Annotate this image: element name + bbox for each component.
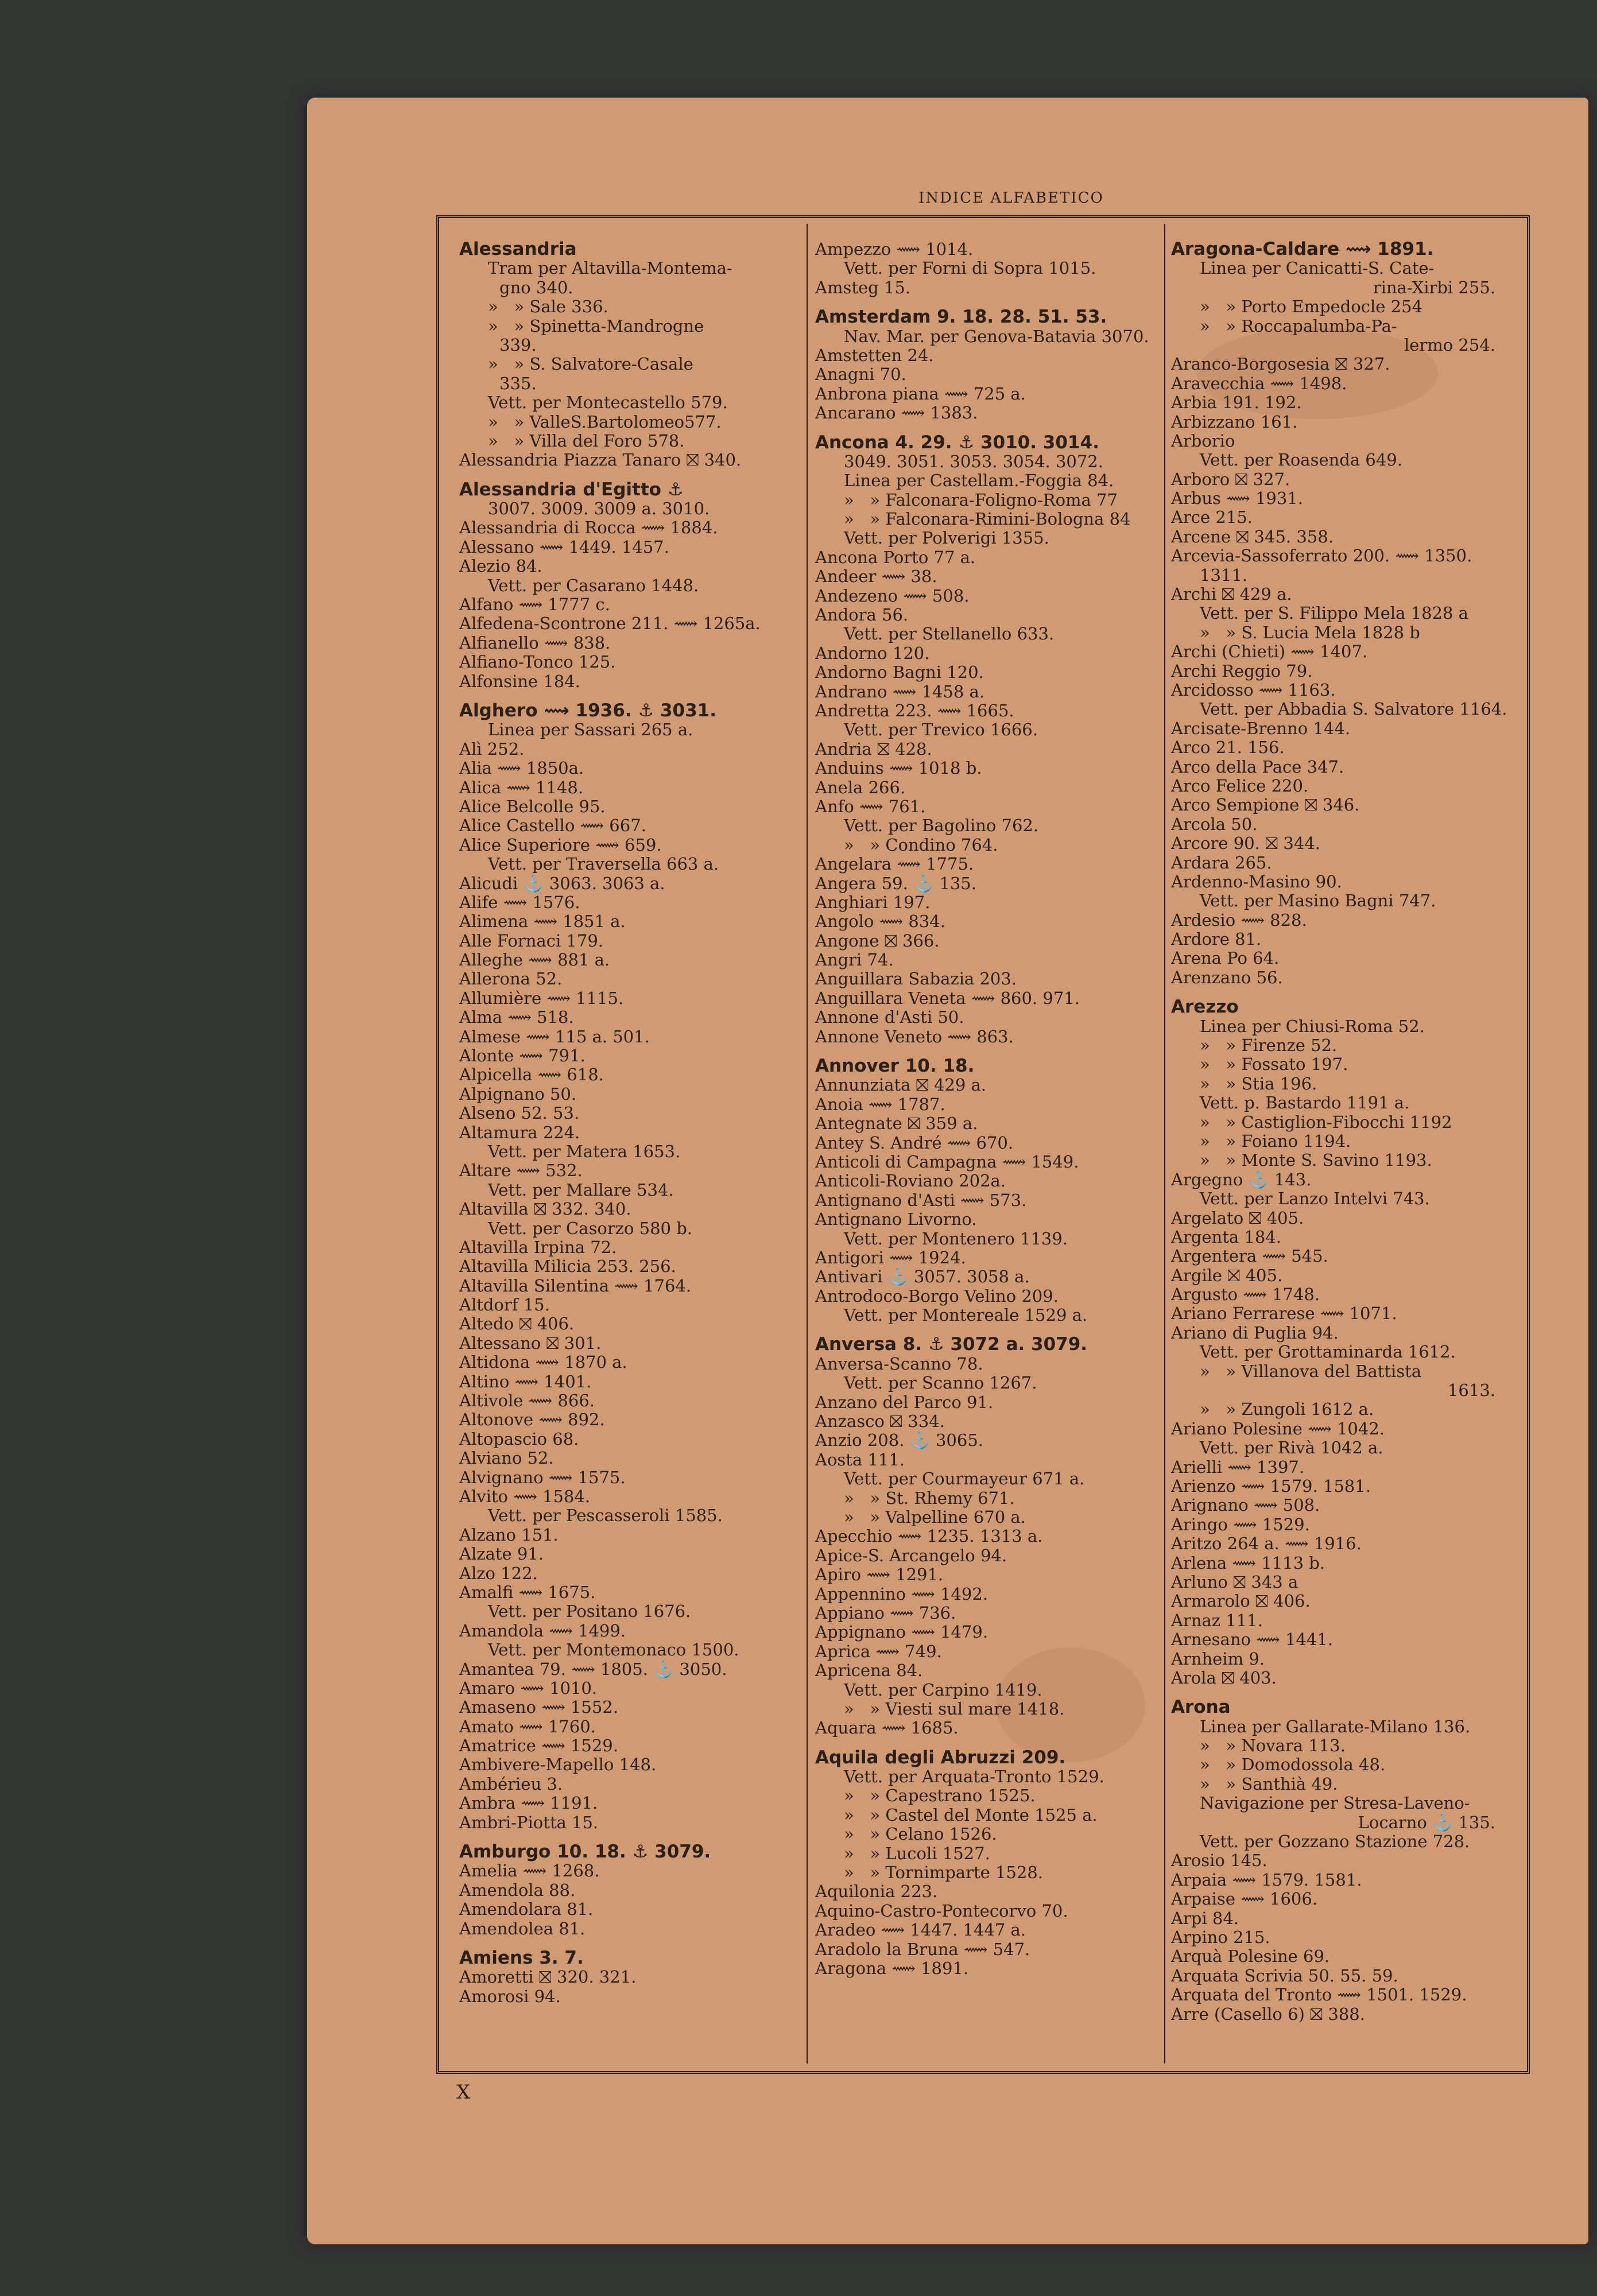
index-entry: » » Condino 764. [844, 835, 998, 855]
index-entry: Vett. per Trevico 1666. [844, 720, 1038, 740]
index-entry: Vett. per Positano 1676. [488, 1602, 691, 1622]
index-entry: » » Roccapalumba-Pa- [1200, 316, 1397, 336]
index-entry: Andora 56. [815, 606, 909, 625]
index-entry: Alicudi ⚓ 3063. 3063 a. [459, 874, 665, 893]
index-heading: Aragona-Caldare ⟿ 1891. [1171, 240, 1434, 259]
entry-gap [459, 1832, 801, 1843]
index-entry: Angri 74. [815, 951, 894, 970]
index-entry: Arborio [1171, 431, 1235, 451]
index-entry: Ariano Polesine ⟿ 1042. [1171, 1419, 1385, 1438]
index-heading: Alghero ⟿ 1936. ⚓ 3031. [459, 701, 717, 721]
entry-gap [815, 423, 1160, 433]
index-entry: Altdorf 15. [459, 1296, 550, 1315]
index-entry: Andeer ⟿ 38. [815, 567, 937, 587]
index-entry: Andria ⛝ 428. [815, 739, 932, 759]
index-entry: » » Valpelline 670 a. [844, 1508, 1026, 1527]
index-entry: Altessano ⛝ 301. [459, 1333, 602, 1353]
index-entry: Alice Belcolle 95. [459, 797, 606, 816]
index-entry: Ampezzo ⟿ 1014. [815, 240, 974, 259]
index-entry: Alezio 84. [459, 557, 542, 576]
index-entry: Alleghe ⟿ 881 a. [459, 951, 610, 970]
index-entry: Arienzo ⟿ 1579. 1581. [1171, 1477, 1371, 1496]
index-entry: Aquino-Castro-Pontecorvo 70. [815, 1901, 1068, 1921]
index-entry: Arpi 84. [1171, 1909, 1239, 1928]
index-entry: Vett. per Abbadia S. Salvatore 1164. [1200, 700, 1507, 719]
index-entry: Arquata Scrivia 50. 55. 59. [1171, 1966, 1398, 1985]
index-entry: Alzo 122. [459, 1564, 538, 1583]
index-entry: » » Castiglion-Fibocchi 1192 [1200, 1112, 1452, 1132]
index-entry: Apiro ⟿ 1291. [815, 1565, 944, 1585]
index-heading: Amburgo 10. 18. ⚓ 3079. [459, 1843, 711, 1862]
index-entry: Vett. per Grottaminarda 1612. [1200, 1343, 1456, 1362]
index-entry: Arboro ⛝ 327. [1171, 470, 1290, 489]
index-entry: rina-Xirbi 255. [1373, 278, 1495, 297]
index-entry: Anticoli di Campagna ⟿ 1549. [815, 1152, 1079, 1172]
index-entry: Almese ⟿ 115 a. 501. [459, 1027, 650, 1046]
index-entry: Ancarano ⟿ 1383. [815, 404, 978, 423]
index-entry: Linea per Chiusi-Roma 52. [1200, 1017, 1425, 1036]
index-entry: Alfonsine 184. [459, 672, 580, 691]
index-entry: Alfano ⟿ 1777 c. [459, 595, 610, 615]
index-entry: Aprica ⟿ 749. [815, 1642, 942, 1661]
index-entry: » » Villa del Foro 578. [488, 431, 685, 451]
index-entry: Vett. per Carpino 1419. [844, 1680, 1042, 1700]
index-entry: Alseno 52. 53. [459, 1104, 580, 1123]
index-entry: Aradolo la Bruna ⟿ 547. [815, 1940, 1030, 1959]
index-entry: Arco Felice 220. [1171, 776, 1309, 796]
index-entry: Amendola 88. [459, 1880, 576, 1900]
index-entry: lermo 254. [1404, 335, 1495, 355]
index-entry: 3007. 3009. 3009 a. 3010. [488, 499, 710, 519]
index-entry: Arluno ⛝ 343 a [1171, 1572, 1298, 1592]
index-entry: » » Falconara-Rimini-Bologna 84 [844, 510, 1131, 529]
index-entry: Alfianello ⟿ 838. [459, 633, 611, 653]
index-entry: Amelia ⟿ 1268. [459, 1861, 600, 1881]
index-entry: Ambra ⟿ 1191. [459, 1794, 598, 1813]
index-entry: Anguillara Sabazia 203. [815, 969, 1017, 989]
index-entry: » » Zungoli 1612 a. [1200, 1400, 1374, 1420]
index-entry: Aravecchia ⟿ 1498. [1171, 374, 1347, 393]
index-entry: Linea per Castellam.-Foggia 84. [844, 471, 1114, 491]
index-entry: Andretta 223. ⟿ 1665. [815, 701, 1014, 720]
index-heading: Alessandria d'Egitto ⚓ [459, 480, 684, 500]
index-entry: Vett. per Matera 1653. [488, 1142, 681, 1161]
index-entry: Linea per Canicatti-S. Cate- [1200, 259, 1435, 278]
index-entry: » » Capestrano 1525. [844, 1786, 1036, 1806]
index-entry: Arpino 215. [1171, 1927, 1270, 1947]
index-entry: Altamura 224. [459, 1123, 580, 1142]
index-entry: » » Monte S. Savino 1193. [1200, 1151, 1432, 1170]
index-entry: Ambivere-Mapello 148. [459, 1755, 657, 1775]
index-entry: Amsteg 15. [815, 278, 911, 297]
index-entry: Alia ⟿ 1850a. [459, 759, 584, 778]
index-entry: » » Tornimparte 1528. [844, 1863, 1043, 1883]
index-entry: Antivari ⚓ 3057. 3058 a. [815, 1267, 1030, 1287]
index-entry: Anbrona piana ⟿ 725 a. [815, 384, 1026, 404]
index-entry: Nav. Mar. per Genova-Batavia 3070. [844, 327, 1149, 346]
index-entry: 339. [499, 335, 537, 355]
entry-gap [1171, 1688, 1513, 1698]
index-entry: Aranco-Borgosesia ⛝ 327. [1171, 355, 1390, 374]
index-entry: 3049. 3051. 3053. 3054. 3072. [844, 452, 1103, 471]
index-entry: Arquata del Tronto ⟿ 1501. 1529. [1171, 1985, 1467, 2005]
index-entry: Ardesio ⟿ 828. [1171, 910, 1307, 930]
index-heading: Annover 10. 18. [815, 1057, 975, 1076]
index-entry: Ambri-Piotta 15. [459, 1813, 599, 1832]
index-entry: Apice-S. Arcangelo 94. [815, 1546, 1007, 1565]
index-entry: » » Porto Empedocle 254 [1200, 297, 1423, 317]
index-entry: Aosta 111. [815, 1450, 905, 1469]
index-entry: Locarno ⚓ 135. [1358, 1813, 1495, 1832]
index-entry: Altare ⟿ 532. [459, 1161, 583, 1181]
index-entry: Vett. per Casarano 1448. [488, 576, 699, 595]
index-entry: Anghiari 197. [815, 893, 931, 912]
page-marker: X [456, 2081, 471, 2104]
column-divider [807, 224, 808, 2064]
index-entry: » » Viesti sul mare 1418. [844, 1699, 1065, 1719]
index-entry: » » Santhià 49. [1200, 1774, 1338, 1794]
index-entry: Arbia 191. 192. [1171, 393, 1302, 413]
index-entry: Vett. per Montenero 1139. [844, 1229, 1068, 1248]
index-entry: Apecchio ⟿ 1235. 1313 a. [815, 1527, 1043, 1546]
index-entry: Aritzo 264 a. ⟿ 1916. [1171, 1534, 1362, 1554]
index-entry: Arpaia ⟿ 1579. 1581. [1171, 1870, 1362, 1890]
index-entry: Ambérieu 3. [459, 1774, 563, 1794]
index-entry: Alonte ⟿ 791. [459, 1046, 586, 1066]
index-entry: Anela 266. [815, 778, 906, 797]
index-entry: Vett. per Pescasseroli 1585. [488, 1506, 723, 1526]
index-entry: Amoretti ⛝ 320. 321. [459, 1968, 637, 1987]
index-entry: » » Sale 336. [488, 297, 608, 317]
index-entry: Arquà Polesine 69. [1171, 1947, 1330, 1967]
index-entry: » » Lucoli 1527. [844, 1844, 990, 1863]
index-entry: Angera 59. ⚓ 135. [815, 874, 976, 893]
index-entry: Anoia ⟿ 1787. [815, 1095, 945, 1114]
index-heading: Alessandria [459, 240, 577, 259]
index-entry: Annunziata ⛝ 429 a. [815, 1076, 987, 1095]
index-entry: Argegno ⚓ 143. [1171, 1170, 1312, 1189]
index-entry: » » Domodossola 48. [1200, 1755, 1386, 1775]
entry-gap [815, 1738, 1160, 1748]
index-entry: 1613. [1447, 1381, 1495, 1401]
index-entry: Alvignano ⟿ 1575. [459, 1468, 626, 1487]
index-entry: Amendolara 81. [459, 1900, 594, 1919]
index-entry: Arcene ⛝ 345. 358. [1171, 527, 1334, 546]
index-heading: Amiens 3. 7. [459, 1948, 584, 1968]
index-entry: » » Spinetta-Mandrogne [488, 316, 704, 336]
index-entry: Alzano 151. [459, 1525, 559, 1545]
index-entry: 335. [499, 374, 537, 393]
index-entry: Alzate 91. [459, 1545, 544, 1564]
index-entry: Vett. per Roasenda 649. [1200, 451, 1402, 470]
entry-gap [815, 1325, 1160, 1335]
index-entry: Alfedena-Scontrone 211. ⟿ 1265a. [459, 614, 761, 634]
index-entry: Anagni 70. [815, 365, 906, 385]
index-column-1 [459, 240, 801, 2006]
index-entry: Vett. per Casorzo 580 b. [488, 1219, 692, 1238]
index-entry: Arco della Pace 347. [1171, 757, 1344, 777]
index-entry: Alviano 52. [459, 1449, 554, 1468]
index-entry: » » St. Rhemy 671. [844, 1488, 1015, 1508]
index-entry: Argusto ⟿ 1748. [1171, 1285, 1320, 1305]
index-entry: Andrano ⟿ 1458 a. [815, 682, 985, 701]
index-entry: Ardenno-Masino 90. [1171, 872, 1342, 891]
running-head: INDICE ALFABETICO [918, 189, 1104, 207]
index-entry: Arlena ⟿ 1113 b. [1171, 1553, 1325, 1573]
index-entry: Alfiano-Tonco 125. [459, 653, 616, 672]
index-entry: » » Firenze 52. [1200, 1036, 1338, 1056]
index-entry: Alimena ⟿ 1851 a. [459, 912, 626, 932]
index-entry: Altonove ⟿ 892. [459, 1410, 605, 1430]
index-entry: Allumière ⟿ 1115. [459, 988, 624, 1008]
entry-gap [815, 297, 1160, 308]
index-entry: Alpignano 50. [459, 1084, 577, 1104]
index-entry: Anzasco ⛝ 334. [815, 1412, 945, 1432]
index-entry: Vett. per Montereale 1529 a. [844, 1306, 1088, 1325]
index-entry: Vett. per Forni di Sopra 1015. [844, 259, 1096, 278]
index-entry: » » Fossato 197. [1200, 1055, 1348, 1075]
index-entry: Alessandria Piazza Tanaro ⛝ 340. [459, 451, 742, 470]
index-entry: Vett. per Courmayeur 671 a. [844, 1469, 1085, 1489]
index-entry: Linea per Gallarate-Milano 136. [1200, 1717, 1471, 1736]
index-entry: Anguillara Veneta ⟿ 860. 971. [815, 988, 1080, 1008]
index-entry: Appiano ⟿ 736. [815, 1603, 956, 1623]
index-entry: Altavilla Silentina ⟿ 1764. [459, 1276, 692, 1296]
index-entry: Arnheim 9. [1171, 1649, 1265, 1669]
index-entry: Arnesano ⟿ 1441. [1171, 1630, 1333, 1650]
index-entry: Anfo ⟿ 761. [815, 797, 926, 816]
index-entry: Altidona ⟿ 1870 a. [459, 1353, 627, 1372]
index-entry: Argelato ⛝ 405. [1171, 1208, 1304, 1228]
index-entry: 1311. [1200, 565, 1248, 585]
index-entry: Vett. per Montecastello 579. [488, 393, 728, 413]
index-entry: Alessano ⟿ 1449. 1457. [459, 537, 669, 557]
index-entry: » » Falconara-Foligno-Roma 77 [844, 490, 1118, 510]
index-entry: Annone d'Asti 50. [815, 1008, 964, 1027]
index-entry: Arena Po 64. [1171, 949, 1280, 968]
index-entry: Anduins ⟿ 1018 b. [815, 759, 982, 778]
index-entry: Amendolea 81. [459, 1919, 586, 1938]
index-entry: » » ValleS.Bartolomeo577. [488, 412, 722, 432]
index-entry: Arnaz 111. [1171, 1611, 1263, 1630]
index-entry: Vett. per Traversella 663 a. [488, 855, 719, 874]
index-column-2 [815, 240, 1160, 1978]
index-entry: Antignano Livorno. [815, 1210, 977, 1230]
index-entry: Angelara ⟿ 1775. [815, 855, 974, 874]
index-entry: Arre (Casello 6) ⛝ 388. [1171, 2004, 1365, 2024]
index-entry: Arcola 50. [1171, 815, 1258, 834]
index-entry: Antey S. André ⟿ 670. [815, 1133, 1014, 1153]
index-entry: Altopascio 68. [459, 1429, 579, 1449]
index-entry: Arpaise ⟿ 1606. [1171, 1890, 1318, 1909]
entry-gap [815, 1046, 1160, 1057]
entry-gap [459, 470, 801, 480]
index-entry: Ariano Ferrarese ⟿ 1071. [1171, 1304, 1397, 1324]
index-entry: Amato ⟿ 1760. [459, 1717, 596, 1736]
index-entry: Alma ⟿ 518. [459, 1008, 574, 1027]
index-heading: Arezzo [1171, 998, 1239, 1017]
index-entry: Argile ⛝ 405. [1171, 1266, 1283, 1285]
index-entry: Arbus ⟿ 1931. [1171, 489, 1303, 509]
index-entry: Altino ⟿ 1401. [459, 1372, 592, 1391]
index-entry: » » S. Salvatore-Casale [488, 355, 693, 374]
index-entry: Vett. per Bagolino 762. [844, 816, 1039, 836]
index-entry: Vett. per Montemonaco 1500. [488, 1640, 739, 1660]
index-heading: Arona [1171, 1698, 1231, 1717]
index-entry: Armarolo ⛝ 406. [1171, 1592, 1311, 1611]
index-entry: Anzano del Parco 91. [815, 1393, 994, 1412]
index-entry: Alpicella ⟿ 618. [459, 1065, 604, 1085]
index-entry: Vett. per Masino Bagni 747. [1200, 891, 1436, 911]
index-entry: Angone ⛝ 366. [815, 931, 940, 951]
index-entry: » » Novara 113. [1200, 1736, 1346, 1756]
index-entry: Antigori ⟿ 1924. [815, 1248, 966, 1267]
entry-gap [1171, 987, 1513, 998]
index-entry: Alice Castello ⟿ 667. [459, 816, 646, 836]
index-entry: Amalfi ⟿ 1675. [459, 1583, 596, 1602]
index-heading: Anversa 8. ⚓ 3072 a. 3079. [815, 1335, 1088, 1355]
index-entry: Arce 215. [1171, 508, 1253, 528]
index-entry: Archi ⛝ 429 a. [1171, 585, 1292, 604]
index-entry: Andezeno ⟿ 508. [815, 586, 970, 606]
index-entry: gno 340. [499, 278, 573, 297]
index-entry: Arcisate-Brenno 144. [1171, 719, 1351, 738]
index-entry: » » Celano 1526. [844, 1825, 997, 1844]
index-entry: Arbizzano 161. [1171, 412, 1298, 432]
index-entry: Apricena 84. [815, 1661, 923, 1681]
index-entry: Argentera ⟿ 545. [1171, 1247, 1328, 1266]
index-entry: Amorosi 94. [459, 1987, 561, 2006]
index-entry: Arcore 90. ⛝ 344. [1171, 834, 1320, 854]
index-entry: Ardore 81. [1171, 930, 1262, 949]
index-entry: Vett. per Rivà 1042 a. [1200, 1438, 1383, 1458]
index-entry: Navigazione per Stresa-Laveno- [1200, 1794, 1470, 1813]
index-entry: Alessandria di Rocca ⟿ 1884. [459, 518, 718, 538]
index-entry: Alica ⟿ 1148. [459, 778, 584, 797]
index-entry: Arco Sempione ⛝ 346. [1171, 796, 1360, 815]
index-heading: Ancona 4. 29. ⚓ 3010. 3014. [815, 433, 1099, 452]
index-entry: Allerona 52. [459, 969, 563, 989]
index-entry: Tram per Altavilla-Montema- [488, 259, 732, 278]
index-entry: Arcidosso ⟿ 1163. [1171, 680, 1336, 700]
index-entry: Aragona ⟿ 1891. [815, 1958, 969, 1978]
index-entry: Arola ⛝ 403. [1171, 1668, 1277, 1688]
index-entry: Alvito ⟿ 1584. [459, 1487, 591, 1506]
index-entry: Antignano d'Asti ⟿ 573. [815, 1190, 1027, 1210]
index-entry: Vett. per Scanno 1267. [844, 1374, 1037, 1393]
index-entry: Vett. per Gozzano Stazione 728. [1200, 1832, 1470, 1852]
index-entry: Amatrice ⟿ 1529. [459, 1736, 618, 1756]
index-entry: Anzio 208. ⚓ 3065. [815, 1431, 983, 1450]
index-entry: Vett. per Lanzo Intelvi 743. [1200, 1189, 1430, 1209]
index-entry: » » Foiano 1194. [1200, 1131, 1351, 1151]
index-entry: Aradeo ⟿ 1447. 1447 a. [815, 1921, 1026, 1940]
index-entry: » » Stia 196. [1200, 1074, 1317, 1093]
index-entry: Vett. per Polverigi 1355. [844, 529, 1049, 548]
index-entry: » » Villanova del Battista [1200, 1362, 1422, 1381]
index-entry: Ancona Porto 77 a. [815, 548, 976, 567]
column-divider [1164, 224, 1165, 2064]
index-entry: Angolo ⟿ 834. [815, 912, 945, 932]
index-entry: Andorno 120. [815, 643, 930, 663]
index-entry: Ariano di Puglia 94. [1171, 1323, 1339, 1343]
index-entry: Arco 21. 156. [1171, 738, 1285, 758]
index-entry: Arielli ⟿ 1397. [1171, 1457, 1305, 1477]
index-entry: Anversa-Scanno 78. [815, 1354, 983, 1374]
index-entry: Arosio 145. [1171, 1851, 1267, 1871]
index-entry: Annone Veneto ⟿ 863. [815, 1027, 1014, 1046]
index-entry: Vett. p. Bastardo 1191 a. [1200, 1093, 1410, 1113]
index-entry: Amaseno ⟿ 1552. [459, 1698, 618, 1717]
index-entry: Altedo ⛝ 406. [459, 1314, 575, 1334]
index-entry: Appennino ⟿ 1492. [815, 1584, 989, 1604]
index-entry: Amaro ⟿ 1010. [459, 1678, 598, 1698]
index-entry: Ardara 265. [1171, 853, 1272, 872]
index-entry: Altavilla Milicia 253. 256. [459, 1257, 676, 1277]
index-entry: Aquilonia 223. [815, 1882, 938, 1902]
index-entry: Appignano ⟿ 1479. [815, 1623, 989, 1642]
index-entry: Altivole ⟿ 866. [459, 1391, 595, 1411]
index-entry: Antegnate ⛝ 359 a. [815, 1114, 978, 1134]
index-entry: Argenta 184. [1171, 1227, 1281, 1247]
entry-gap [459, 691, 801, 701]
index-entry: Amantea 79. ⟿ 1805. ⚓ 3050. [459, 1659, 727, 1679]
index-entry: Aquara ⟿ 1685. [815, 1719, 959, 1738]
index-heading: Aquila degli Abruzzi 209. [815, 1748, 1066, 1768]
index-entry: Altavilla ⛝ 332. 340. [459, 1200, 631, 1219]
index-entry: Aringo ⟿ 1529. [1171, 1515, 1310, 1534]
index-entry: Amstetten 24. [815, 346, 934, 365]
index-entry: Alice Superiore ⟿ 659. [459, 835, 662, 855]
index-entry: Archi (Chieti) ⟿ 1407. [1171, 642, 1368, 662]
index-entry: Alife ⟿ 1576. [459, 893, 580, 912]
index-entry: Vett. per S. Filippo Mela 1828 a [1200, 604, 1468, 623]
index-entry: Amandola ⟿ 1499. [459, 1621, 626, 1640]
index-entry: Anticoli-Roviano 202a. [815, 1172, 1006, 1191]
index-entry: Altavilla Irpina 72. [459, 1238, 617, 1257]
index-entry: Vett. per Mallare 534. [488, 1180, 674, 1200]
entry-gap [459, 1938, 801, 1949]
index-entry: Vett. per Arquata-Tronto 1529. [844, 1767, 1104, 1787]
index-entry: Archi Reggio 79. [1171, 661, 1313, 681]
index-column-3 [1171, 240, 1513, 2024]
index-entry: Vett. per Stellanello 633. [844, 625, 1055, 644]
index-entry: Arcevia-Sassoferrato 200. ⟿ 1350. [1171, 546, 1472, 566]
index-entry: Alle Fornaci 179. [459, 931, 604, 951]
index-entry: Alì 252. [459, 739, 525, 759]
index-entry: » » Castel del Monte 1525 a. [844, 1805, 1098, 1825]
index-entry: Antrodoco-Borgo Velino 209. [815, 1286, 1059, 1306]
index-entry: Arignano ⟿ 508. [1171, 1496, 1320, 1515]
index-entry: » » S. Lucia Mela 1828 b [1200, 623, 1420, 642]
index-entry: Andorno Bagni 120. [815, 663, 984, 682]
index-entry: Arenzano 56. [1171, 968, 1283, 987]
index-heading: Amsterdam 9. 18. 28. 51. 53. [815, 308, 1107, 327]
index-entry: Linea per Sassari 265 a. [488, 720, 693, 740]
